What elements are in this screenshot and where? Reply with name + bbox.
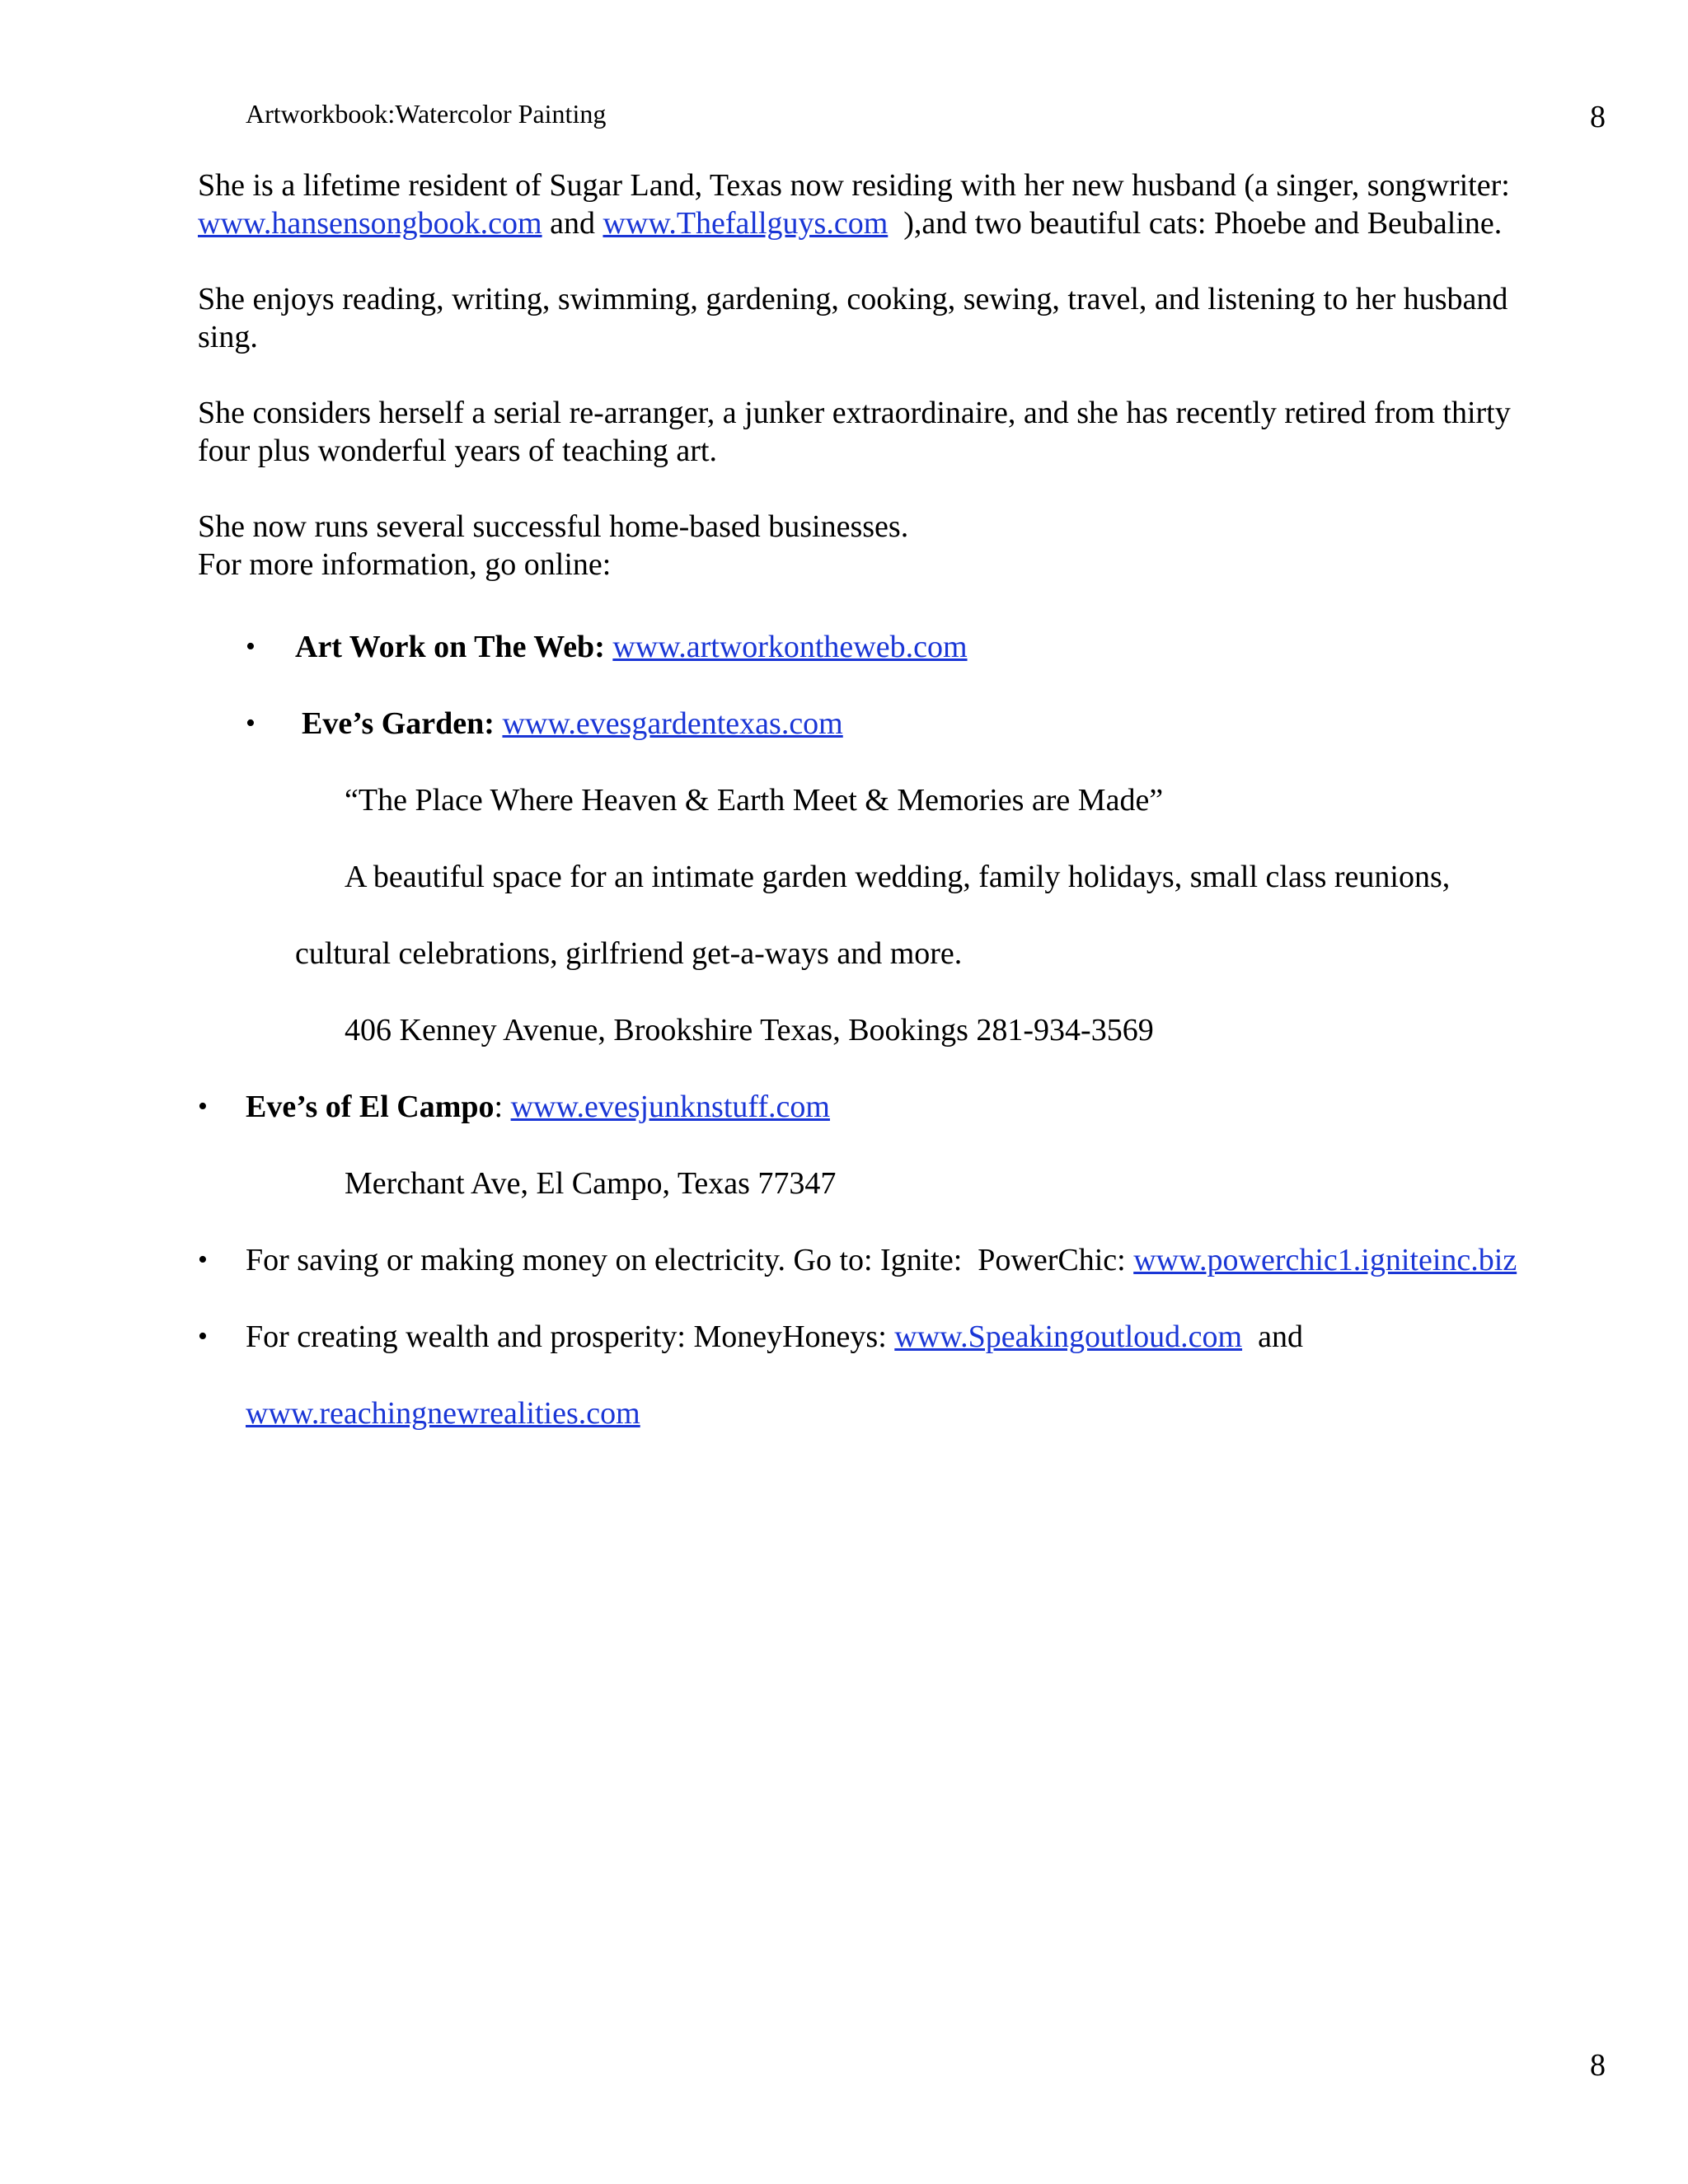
link-hansensongbook[interactable]: www.hansensongbook.com: [198, 206, 542, 241]
list-item-eves-el-campo-label: Eve’s of El Campo: [246, 1090, 495, 1124]
bullet-icon: •: [198, 1321, 208, 1352]
eves-garden-quote: “The Place Where Heaven & Earth Meet & Memories are Made”: [345, 783, 1164, 818]
paragraph-residence: [198, 166, 1615, 242]
list-item-wealth-cont: [246, 1394, 640, 1432]
bullet-icon: •: [246, 631, 256, 662]
running-header: Artworkbook:Watercolor Painting: [246, 99, 607, 129]
eves-garden-address: 406 Kenney Avenue, Brookshire Texas, Bookings 281-934-3569: [345, 1013, 1154, 1047]
paragraph-businesses: [198, 508, 1615, 583]
eves-el-campo-address: Merchant Ave, El Campo, Texas 77347: [345, 1166, 837, 1201]
paragraph-career: She considers herself a serial re-arranger, a junker extraordinaire, and she has recently retired from thirty four plus wonderful years of teaching art.: [198, 396, 1511, 468]
list-item-wealth-and: and: [1242, 1319, 1303, 1354]
link-speakingoutloud[interactable]: www.Speakingoutloud.com: [894, 1319, 1243, 1354]
paragraph-hobbies: She enjoys reading, writing, swimming, gardening, cooking, sewing, travel, and listening to her husband sing.: [198, 282, 1508, 354]
list-item-electricity-text: For saving or making money on electricity. Go to: Ignite: PowerChic:: [246, 1243, 1134, 1277]
paragraph-residence-and: and: [542, 206, 603, 241]
page-number-bottom: 8: [1590, 2048, 1606, 2083]
link-artworkontheweb[interactable]: www.artworkontheweb.com: [612, 630, 968, 664]
paragraph-residence-cats: ),and two beautiful cats: Phoebe and Beubaline.: [888, 206, 1503, 241]
list-item-wealth-text: For creating wealth and prosperity: MoneyHoneys:: [246, 1319, 895, 1354]
list-item-artwork-label: Art Work on The Web:: [295, 630, 605, 664]
bullet-icon: •: [246, 708, 256, 738]
list-item-wealth: [246, 1318, 1303, 1356]
eves-garden-description: A beautiful space for an intimate garden wedding, family holidays, small class reunions,: [345, 860, 1451, 894]
page-number-top: 8: [1590, 100, 1606, 134]
list-item-eves-el-campo: [246, 1088, 830, 1126]
bullet-icon: •: [198, 1244, 208, 1275]
link-powerchic[interactable]: www.powerchic1.igniteinc.biz: [1133, 1243, 1517, 1277]
link-reachingnewrealities[interactable]: www.reachingnewrealities.com: [246, 1396, 640, 1431]
link-evesjunknstuff[interactable]: www.evesjunknstuff.com: [510, 1090, 830, 1124]
paragraph-more-info: For more information, go online:: [198, 547, 612, 582]
list-item-eves-garden-label: Eve’s Garden:: [302, 706, 495, 741]
paragraph-businesses-text: She now runs several successful home-based businesses.: [198, 509, 909, 544]
list-item-eves-el-campo-sep: :: [494, 1090, 511, 1124]
list-item-eves-garden: [302, 705, 843, 743]
body-text: [198, 166, 1615, 583]
eves-garden-description-cont: cultural celebrations, girlfriend get-a-ways and more.: [295, 936, 963, 971]
paragraph-residence-text: She is a lifetime resident of Sugar Land, Texas now residing with her new husband (a singer, songwriter:: [198, 168, 1510, 203]
link-thefallguys[interactable]: www.Thefallguys.com: [603, 206, 889, 241]
list-item-electricity: [246, 1241, 1517, 1279]
list-item-artwork: [295, 628, 968, 666]
bullet-icon: •: [198, 1091, 208, 1122]
link-evesgardentexas[interactable]: www.evesgardentexas.com: [502, 706, 843, 741]
